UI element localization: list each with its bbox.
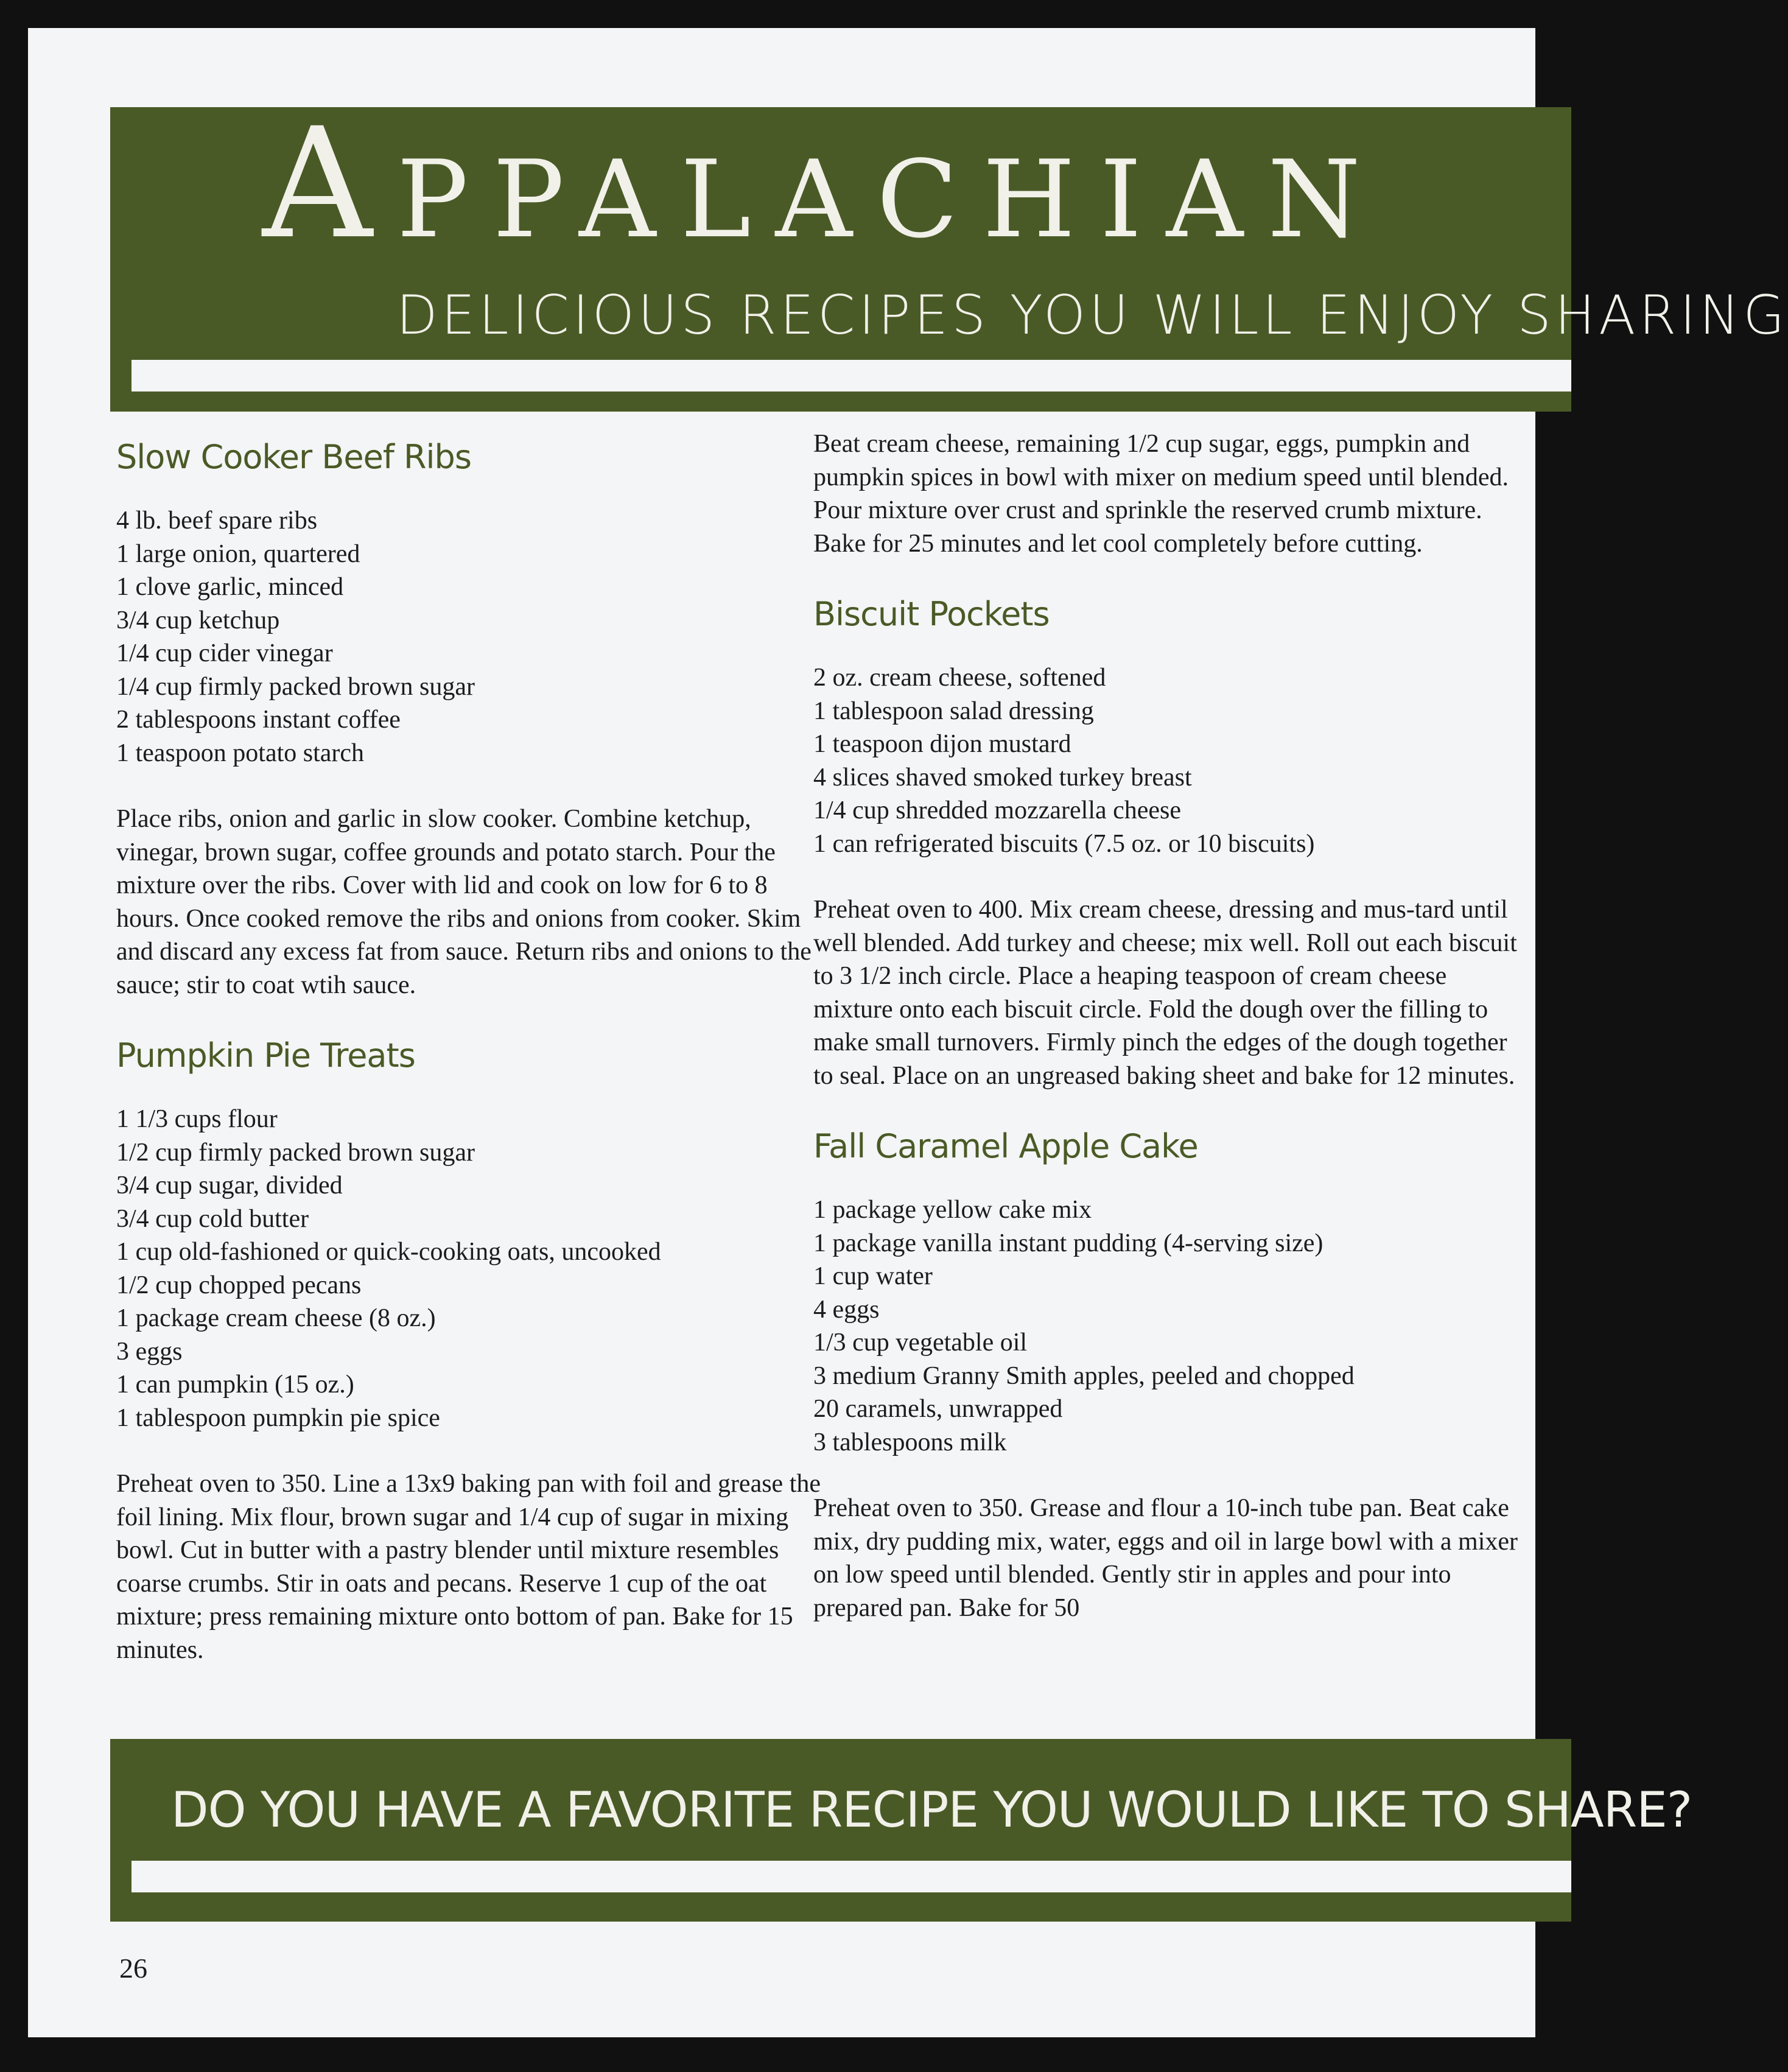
ingredient: 1 cup water bbox=[813, 1262, 933, 1290]
ingredient: 1/2 cup firmly packed brown sugar bbox=[116, 1138, 475, 1167]
recipe-biscuit-pockets bbox=[813, 593, 1520, 1092]
header-divider bbox=[131, 360, 1571, 392]
ingredient: 1 package vanilla instant pudding (4-serving size) bbox=[813, 1229, 1323, 1257]
recipe-fall-caramel-apple-cake bbox=[813, 1125, 1520, 1624]
ingredient: 4 slices shaved smoked turkey breast bbox=[813, 763, 1192, 792]
recipe-pumpkin-pie-treats bbox=[116, 1034, 822, 1666]
ingredient: 3 medium Granny Smith apples, peeled and chopped bbox=[813, 1361, 1355, 1390]
recipe-title: Fall Caramel Apple Cake bbox=[813, 1127, 1198, 1165]
ingredient-list bbox=[116, 504, 822, 770]
footer-banner-text: DO YOU HAVE A FAVORITE RECIPE YOU WOULD LIKE TO SHARE? bbox=[171, 1782, 1692, 1838]
ingredient: 1 teaspoon dijon mustard bbox=[813, 730, 1071, 758]
page-subtitle: DELICIOUS RECIPES YOU WILL ENJOY SHARING bbox=[396, 284, 1788, 346]
ingredient: 1 package yellow cake mix bbox=[813, 1196, 1092, 1224]
ingredient: 1 tablespoon salad dressing bbox=[813, 697, 1094, 725]
ingredient: 3/4 cup sugar, divided bbox=[116, 1171, 343, 1199]
recipe-directions: Preheat oven to 400. Mix cream cheese, dressing and mus-tard until well blended. Add turkey and cheese; mix well. Roll out each biscuit to 3 1/2 inch circle. Place a heaping teaspoon of cream cheese mixture onto each biscuit circle. Fold the dough over the filling to make small turnovers. Firmly pinch the edges of the dough together to seal. Place on an ungreased baking sheet and bake for 12 minutes. bbox=[813, 896, 1517, 1090]
recipe-directions: Place ribs, onion and garlic in slow cooker. Combine ketchup, vinegar, brown sugar, coffee grounds and potato starch. Pour the mixture over the ribs. Cover with lid and cook on low for 6 to 8 hours. Once cooked remove the ribs and onions from cooker. Skim and discard any excess fat from sauce. Return ribs and onions to the sauce; stir to coat wtih sauce. bbox=[116, 805, 812, 999]
footer-divider bbox=[131, 1861, 1571, 1892]
ingredient: 1 teaspoon potato starch bbox=[116, 739, 365, 767]
ingredient: 3 tablespoons milk bbox=[813, 1428, 1007, 1456]
ingredient: 4 lb. beef spare ribs bbox=[116, 507, 318, 535]
ingredient: 1 1/3 cups flour bbox=[116, 1105, 278, 1133]
footer-banner bbox=[110, 1739, 1692, 1922]
recipe-slow-cooker-beef-ribs bbox=[116, 436, 822, 1002]
header-banner bbox=[110, 95, 1788, 412]
ingredient: 1 can pumpkin (15 oz.) bbox=[116, 1371, 354, 1399]
ingredient: 1/3 cup vegetable oil bbox=[813, 1329, 1028, 1357]
ingredient: 1/2 cup chopped pecans bbox=[116, 1271, 362, 1299]
recipe-directions: Preheat oven to 350. Grease and flour a 10-inch tube pan. Beat cake mix, dry pudding mix, water, eggs and oil in large bowl with a mixer on low speed until blended. Gently stir in apples and pour into prepared pan. Bake for 50 bbox=[813, 1494, 1518, 1622]
recipe-directions-continued: Beat cream cheese, remaining 1/2 cup sugar, eggs, pumpkin and pumpkin spices in bowl with mixer on medium speed until blended. Pour mixture over crust and sprinkle the reserved crumb mixture. Bake for 25 minutes and let cool completely before cutting. bbox=[813, 430, 1509, 558]
ingredient: 1/4 cup cider vinegar bbox=[116, 639, 333, 667]
recipe-title: Biscuit Pockets bbox=[813, 595, 1050, 633]
ingredient-list bbox=[813, 1193, 1520, 1459]
ingredient: 2 tablespoons instant coffee bbox=[116, 706, 401, 734]
ingredient-list bbox=[813, 661, 1520, 860]
ingredient: 3 eggs bbox=[116, 1337, 183, 1366]
ingredient: 1 can refrigerated biscuits (7.5 oz. or 10 biscuits) bbox=[813, 829, 1315, 858]
ingredient: 4 eggs bbox=[813, 1295, 880, 1324]
ingredient: 3/4 cup ketchup bbox=[116, 606, 280, 634]
right-column bbox=[813, 427, 1520, 1657]
ingredient: 1 large onion, quartered bbox=[116, 539, 360, 568]
ingredient-list bbox=[116, 1103, 822, 1435]
ingredient: 1 tablespoon pumpkin pie spice bbox=[116, 1403, 440, 1432]
ingredient: 1 clove garlic, minced bbox=[116, 573, 344, 601]
ingredient: 1/4 cup shredded mozzarella cheese bbox=[813, 796, 1182, 824]
ingredient: 1 cup old-fashioned or quick-cooking oats, uncooked bbox=[116, 1238, 661, 1266]
ingredient: 3/4 cup cold butter bbox=[116, 1204, 309, 1233]
magazine-page bbox=[28, 28, 1788, 2037]
recipe-title: Pumpkin Pie Treats bbox=[116, 1036, 415, 1075]
recipe-directions: Preheat oven to 350. Line a 13x9 baking pan with foil and grease the foil lining. Mix flour, brown sugar and 1/4 cup of sugar in mixing bowl. Cut in butter with a pastry blender until mixture resembles coarse crumbs. Stir in oats and pecans. Reserve 1 cup of the oat mixture; press remaining mixture onto bottom of pan. Bake for 15 minutes. bbox=[116, 1470, 821, 1664]
left-column bbox=[116, 436, 822, 1699]
recipe-title: Slow Cooker Beef Ribs bbox=[116, 438, 471, 476]
ingredient: 1/4 cup firmly packed brown sugar bbox=[116, 672, 475, 701]
ingredient: 2 oz. cream cheese, softened bbox=[813, 664, 1106, 692]
page-title: Appalachian bbox=[262, 95, 1386, 272]
ingredient: 1 package cream cheese (8 oz.) bbox=[116, 1304, 436, 1332]
page-number: 26 bbox=[119, 1953, 147, 1984]
ingredient: 20 caramels, unwrapped bbox=[813, 1395, 1063, 1423]
